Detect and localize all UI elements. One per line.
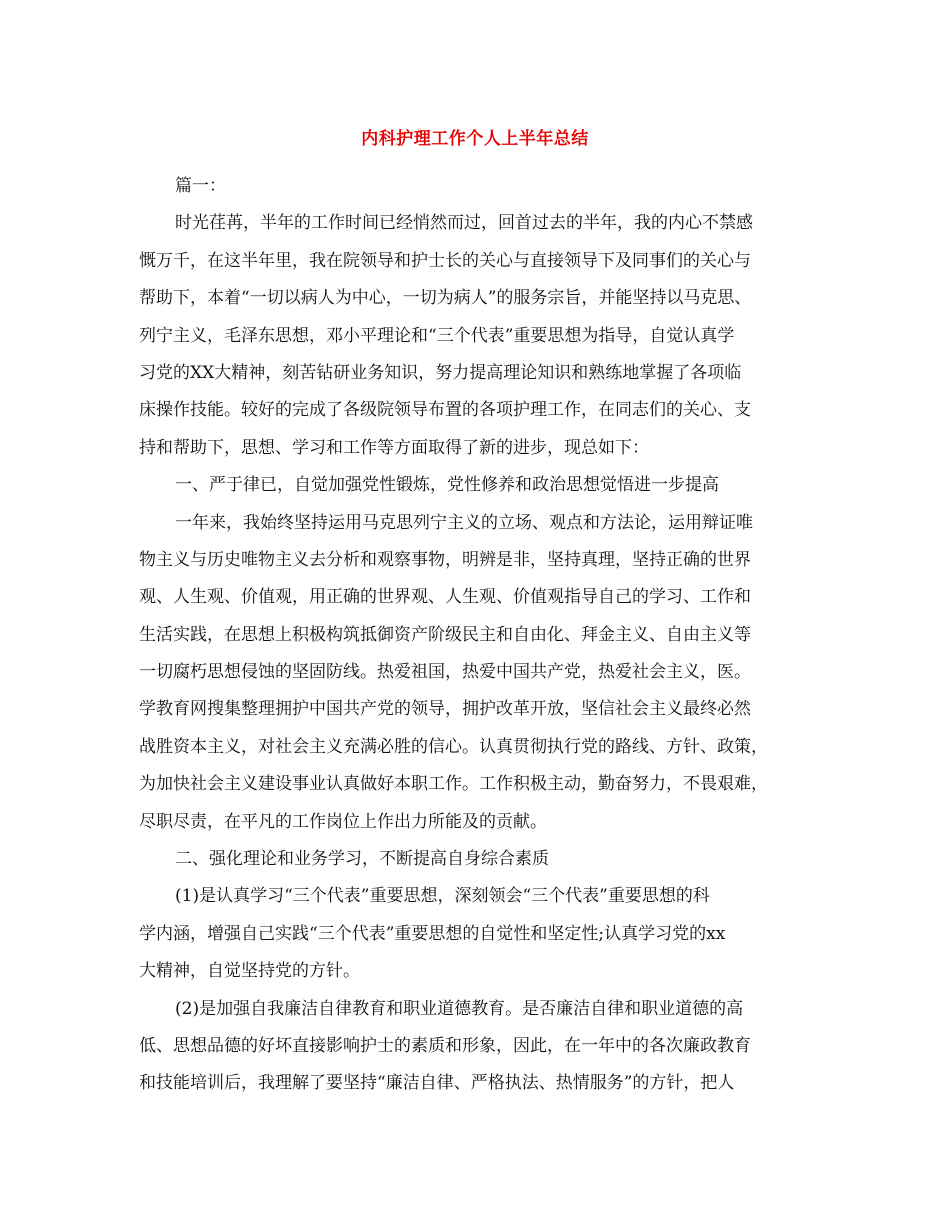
document-title: 内科护理工作个人上半年总结 [361,129,589,149]
body-line: 战胜资本主义，对社会主义充满必胜的信心。认真贯彻执行党的路线、方针、政策， [139,736,768,757]
body-line: 帮助下，本着“一切以病人为中心，一切为病人”的服务宗旨，并能坚持以马克思、 [139,288,752,309]
body-line: 床操作技能。较好的完成了各级院领导布置的各项护理工作，在同志们的关心、支 [139,400,751,421]
body-line: 学内涵，增强自己实践“三个代表”重要思想的自觉性和坚定性;认真学习党的xx [139,923,726,944]
body-line: 低、思想品德的好坏直接影响护士的素质和形象，因此，在一年中的各次廉政教育 [139,1035,751,1056]
body-line: 持和帮助下，思想、学习和工作等方面取得了新的进步，现总如下： [139,437,649,458]
body-line: 物主义与历史唯物主义去分析和观察事物，明辨是非，坚持真理，坚持正确的世界 [139,549,751,570]
body-line: 观、人生观、价值观，用正确的世界观、人生观、价值观指导自己的学习、工作和 [139,587,751,608]
document-body [139,168,819,1103]
body-line: 大精神，自觉坚持党的方针。 [139,961,360,982]
body-line: 一年来，我始终坚持运用马克思列宁主义的立场、观点和方法论，运用辩证唯 [175,512,753,533]
body-line: (1)是认真学习“三个代表”重要思想，深刻领会“三个代表”重要思想的科 [175,886,710,907]
body-line: 为加快社会主义建设事业认真做好本职工作。工作积极主动，勤奋努力，不畏艰难， [139,774,768,795]
body-line: 一切腐朽思想侵蚀的坚固防线。热爱祖国，热爱中国共产党，热爱社会主义，医。 [139,662,751,683]
body-line: 二、强化理论和业务学习，不断提高自身综合素质 [175,849,549,870]
body-line: 慨万千，在这半年里，我在院领导和护士长的关心与直接领导下及同事们的关心与 [139,250,751,271]
body-line: 习党的XX大精神，刻苦钻研业务知识，努力提高理论知识和熟练地掌握了各项临 [139,362,742,383]
body-line: 时光荏苒，半年的工作时间已经悄然而过，回首过去的半年，我的内心不禁感 [175,213,753,234]
body-line: 生活实践，在思想上积极构筑抵御资产阶级民主和自由化、拜金主义、自由主义等 [139,624,751,645]
body-line: 学教育网搜集整理拥护中国共产党的领导，拥护改革开放，坚信社会主义最终必然 [139,699,751,720]
body-line: 和技能培训后，我理解了要坚持“廉洁自律、严格执法、热情服务”的方针，把人 [139,1073,735,1094]
body-line: 尽职尽责，在平凡的工作岗位上作出力所能及的贡献。 [139,811,547,832]
body-line: (2)是加强自我廉洁自律教育和职业道德教育。是否廉洁自律和职业道德的高 [175,998,744,1019]
body-line: 篇一： [175,176,226,196]
body-line: 一、严于律已，自觉加强党性锻炼，党性修养和政治思想觉悟进一步提高 [175,475,719,496]
body-line: 列宁主义，毛泽东思想，邓小平理论和“三个代表”重要思想为指导，自觉认真学 [139,325,735,346]
